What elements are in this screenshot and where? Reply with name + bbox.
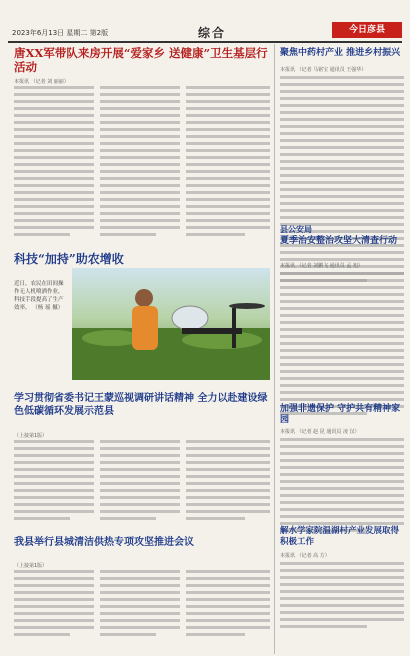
article-5-title: 学习贯彻省委书记王蒙巡视调研讲话精神 全力以赴建设绿色低碳循环发展示范县 [14, 393, 268, 417]
column-rule [274, 44, 275, 654]
article-1-body [100, 86, 180, 240]
article-6-title: 加强非遗保护 守护共有精神家园 [280, 404, 401, 425]
article-4-byline: 本报讯 （记者 刘鹏飞 通讯员 孟 旭） [280, 263, 363, 269]
article-4-title: 夏季治安整治攻坚大清查行动 [280, 236, 398, 246]
article-7-title: 我县举行县城清洁供热专项攻坚推进会议 [14, 537, 194, 548]
article-6-body [280, 438, 404, 536]
issue-date: 2023年6月13日 星期二 第2版 [12, 29, 109, 37]
photo-caption-text: 近日，农民在田间操作无人机喷洒作业，科技手段提高了生产效率。 [14, 281, 64, 311]
photo-caption [14, 280, 68, 312]
article-5-body [14, 440, 94, 524]
article-8-body [280, 562, 404, 632]
article-1-body [186, 86, 270, 240]
farmer-drone-illustration [72, 268, 270, 380]
article-5-body [100, 440, 180, 524]
article-5-body [186, 440, 270, 524]
photo-credit: （杨 瑶 摄） [32, 305, 64, 311]
section-title: 综合 [198, 26, 227, 40]
article-6-byline: 本报讯 （记者 赵 昆 通讯员 凌 汉） [280, 429, 360, 435]
masthead [0, 0, 410, 44]
article-5-byline: （上接第1版） [14, 433, 48, 439]
article-7-body [186, 570, 270, 640]
article-photo [72, 268, 270, 380]
article-4-body [280, 272, 404, 419]
article-1-byline: 本报讯 （记者 刘 丽丽） [14, 79, 69, 85]
article-7-body [100, 570, 180, 640]
article-4-kicker: 县公安局 [280, 224, 312, 234]
newspaper-logo: 今日彦县 [332, 22, 402, 38]
article-2-title: 聚焦中药村产业 推进乡村振兴 [280, 48, 401, 58]
article-7-byline: （上接第1版） [14, 563, 48, 569]
article-2-byline: 本报讯 （记者 马铭宝 通讯员 王强华） [280, 67, 367, 73]
masthead-rule [8, 41, 402, 43]
article-1-body [14, 86, 94, 240]
article-8-byline: 本报讯 （记者 高 方） [280, 553, 330, 559]
article-2-body [280, 76, 404, 286]
article-7-body [14, 570, 94, 640]
article-1-title: 唐XX军带队来房开展“爱家乡 送健康”卫生基层行活动 [14, 46, 268, 74]
article-3-title: 科技“加持”助农增收 [14, 252, 124, 266]
article-8-title: 解水学家院温湖村产业发展取得积极工作 [280, 526, 400, 547]
